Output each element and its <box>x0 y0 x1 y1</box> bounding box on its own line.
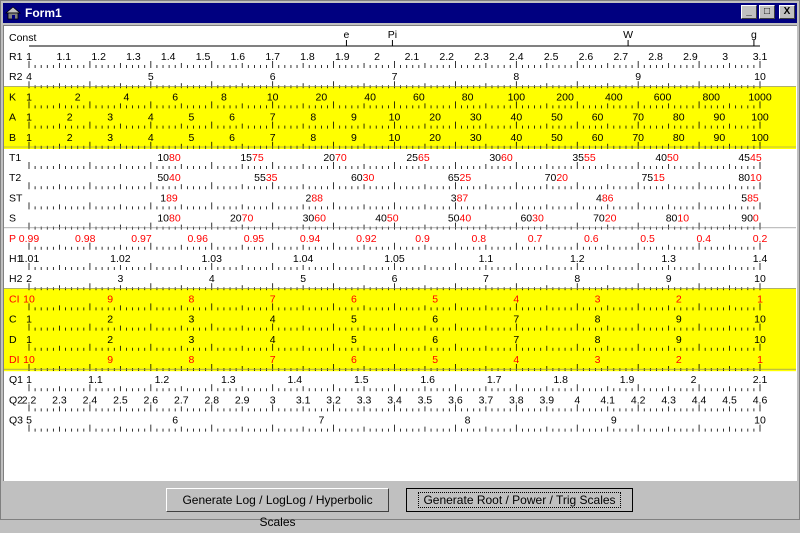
scale-c-value-9: 10 <box>754 313 766 326</box>
scale-di-value-7: 3 <box>594 354 601 366</box>
scale-di-value-0: 10 <box>23 354 35 366</box>
slide-rule-canvas <box>3 25 797 481</box>
scale-r1-value-5: 1.5 <box>195 51 211 63</box>
scale-a-value-5: 6 <box>229 111 235 124</box>
scale-q2-value-7: 2.9 <box>234 394 250 407</box>
scale-p-value-12: 0.4 <box>696 232 712 245</box>
scale-label-t2: T2 <box>9 172 22 185</box>
generate-root-scales-button[interactable] <box>406 488 633 512</box>
scale-q2-value-5: 2.7 <box>173 394 189 407</box>
scale-r2-value-4: 8 <box>513 71 520 84</box>
scale-h1-value-7: 1.3 <box>661 253 676 265</box>
scale-t2-pair-1: 5535 <box>254 172 278 185</box>
scale-k-value-12: 400 <box>605 91 623 104</box>
scale-r1-value-14: 2.4 <box>509 51 524 63</box>
scale-p-value-5: 0.94 <box>299 232 321 245</box>
scale-q2-value-23: 4.5 <box>722 394 737 407</box>
scale-q2-value-20: 4.2 <box>630 394 646 407</box>
close-button[interactable]: X <box>779 5 795 19</box>
scale-q3-value-5: 10 <box>754 414 766 427</box>
const-mark-0: e <box>343 29 350 41</box>
scale-s-pair-8: 900 <box>741 212 759 225</box>
scale-label-p: P <box>9 232 17 245</box>
scale-di-value-5: 5 <box>432 354 439 366</box>
scale-a-value-17: 90 <box>713 111 726 124</box>
scale-t1-pair-6: 4050 <box>655 152 679 164</box>
scale-q2-value-22: 4.4 <box>691 394 707 407</box>
const-mark-2: W <box>623 29 634 41</box>
scale-b-value-8: 9 <box>350 131 357 144</box>
scale-s-pair-4: 5040 <box>447 212 472 225</box>
scale-b-value-13: 50 <box>551 131 563 144</box>
scale-ci-value-5: 5 <box>432 293 439 306</box>
scale-q1-value-6: 1.6 <box>420 374 436 387</box>
scale-s-pair-1: 2070 <box>229 212 254 225</box>
scale-b-value-6: 7 <box>269 131 276 144</box>
scale-b-value-12: 40 <box>510 131 523 144</box>
scale-label-ci: CI <box>9 293 20 306</box>
scale-t1-pair-2: 2070 <box>323 152 347 164</box>
scale-k-value-2: 4 <box>123 91 130 104</box>
scale-q3-value-2: 7 <box>318 414 325 427</box>
scale-ci-value-9: 1 <box>757 293 763 306</box>
scale-c-value-2: 3 <box>188 313 195 326</box>
scale-q2-value-3: 2.5 <box>113 394 128 407</box>
scale-r1-value-6: 1.6 <box>230 51 246 63</box>
scale-q1-value-3: 1.3 <box>221 374 236 387</box>
scale-r1-value-20: 3 <box>722 51 729 63</box>
scale-ci-value-0: 10 <box>23 293 35 306</box>
scale-p-value-2: 0.97 <box>131 232 152 245</box>
scale-st-pair-2: 387 <box>450 192 469 205</box>
scale-di-value-9: 1 <box>757 354 763 366</box>
scale-p-value-10: 0.6 <box>584 232 599 245</box>
scale-b-value-0: 1 <box>26 131 32 144</box>
scale-q2-value-18: 4 <box>574 394 581 407</box>
scale-d-value-1: 2 <box>107 333 114 346</box>
scale-b-value-10: 20 <box>429 131 441 144</box>
scale-k-value-10: 100 <box>507 91 526 104</box>
scale-label-r2: R2 <box>9 71 23 84</box>
scale-k-value-4: 8 <box>221 91 227 104</box>
scale-q1-value-7: 1.7 <box>486 374 502 387</box>
generate-log-scales-button[interactable]: Generate Log / LogLog / Hyperbolic Scales <box>166 488 389 512</box>
scale-c-value-7: 8 <box>594 313 601 326</box>
scale-k-value-3: 6 <box>172 91 179 104</box>
scale-b-value-5: 6 <box>229 131 235 144</box>
scale-q2-value-1: 2.3 <box>52 394 67 407</box>
scale-r1-value-15: 2.5 <box>543 51 559 63</box>
scale-r1-value-1: 1.1 <box>56 51 72 63</box>
scale-p-value-8: 0.8 <box>471 232 487 245</box>
slide-rule-scales <box>4 26 796 480</box>
scale-d-value-4: 5 <box>350 333 357 346</box>
scale-q2-value-0: 2.2 <box>21 394 37 407</box>
scale-q3-value-1: 6 <box>172 414 179 427</box>
scale-k-value-6: 20 <box>315 91 328 104</box>
scale-h1-value-8: 1.4 <box>752 253 768 265</box>
scale-r1-value-18: 2.8 <box>648 51 663 63</box>
scale-q2-value-2: 2.4 <box>82 394 98 407</box>
scale-r2-value-0: 4 <box>26 71 32 84</box>
window-title: Form1 <box>25 6 62 20</box>
scale-t1-pair-5: 3555 <box>572 152 596 164</box>
scale-label-c: C <box>9 313 17 326</box>
scale-q2-value-12: 3.4 <box>387 394 402 407</box>
scale-r1-value-11: 2.1 <box>404 51 420 63</box>
scale-di-value-6: 4 <box>513 354 520 366</box>
scale-b-value-4: 5 <box>188 131 195 144</box>
scale-a-value-15: 70 <box>632 111 645 124</box>
scale-q1-value-11: 2.1 <box>752 374 768 387</box>
scale-t2-pair-2: 6030 <box>350 172 375 185</box>
minimize-button[interactable]: _ <box>741 5 757 19</box>
scale-q2-value-21: 4.3 <box>661 394 676 407</box>
scale-b-value-7: 8 <box>310 131 317 144</box>
scale-r2-value-5: 9 <box>635 71 642 84</box>
scale-p-value-4: 0.95 <box>243 232 265 245</box>
scale-label-h1: H1 <box>9 253 23 265</box>
scale-q2-value-13: 3.5 <box>417 394 433 407</box>
scale-q1-value-9: 1.9 <box>619 374 635 387</box>
scale-d-value-9: 10 <box>754 333 766 346</box>
scale-ci-value-6: 4 <box>513 293 520 306</box>
scale-h1-value-6: 1.2 <box>569 253 585 265</box>
scale-r2-value-1: 5 <box>147 71 154 84</box>
scale-q2-value-6: 2.8 <box>204 394 220 407</box>
scale-a-value-0: 1 <box>26 111 32 124</box>
scale-r2-value-3: 7 <box>391 71 398 84</box>
scale-st-pair-1: 288 <box>305 192 324 205</box>
scale-t1-pair-0: 1080 <box>157 152 181 164</box>
scale-q1-value-10: 2 <box>690 374 697 387</box>
scale-r1-value-19: 2.9 <box>683 51 698 63</box>
scale-ci-value-1: 9 <box>107 293 114 306</box>
scale-b-value-14: 60 <box>591 131 604 144</box>
scale-r1-value-9: 1.9 <box>334 51 350 63</box>
scale-label-q3: Q3 <box>9 414 24 427</box>
scale-r1-value-16: 2.6 <box>578 51 594 63</box>
scale-h1-value-4: 1.05 <box>384 253 405 265</box>
scale-ci-value-3: 7 <box>269 293 276 306</box>
scale-a-value-3: 4 <box>147 111 154 124</box>
scale-b-value-11: 30 <box>469 131 482 144</box>
maximize-button[interactable]: □ <box>759 5 775 19</box>
scale-k-value-11: 200 <box>556 91 574 104</box>
scale-q2-value-14: 3.6 <box>448 394 463 407</box>
scale-h1-value-1: 1.02 <box>110 253 131 265</box>
scale-label-st: ST <box>9 192 23 205</box>
scale-p-value-1: 0.98 <box>75 232 96 245</box>
scale-b-value-17: 90 <box>713 131 726 144</box>
scale-p-value-6: 0.92 <box>356 232 377 245</box>
scale-a-value-4: 5 <box>188 111 195 124</box>
scale-d-value-8: 9 <box>675 333 682 346</box>
scale-di-value-4: 6 <box>350 354 357 366</box>
scale-c-value-1: 2 <box>107 313 114 326</box>
scale-r1-value-7: 1.7 <box>265 51 280 63</box>
scale-b-value-15: 70 <box>632 131 645 144</box>
scale-p-value-13: 0.2 <box>752 232 768 245</box>
scale-di-value-8: 2 <box>675 354 682 366</box>
scale-h2-value-3: 5 <box>300 273 307 286</box>
scale-c-value-3: 4 <box>269 313 276 326</box>
scale-q3-value-3: 8 <box>464 414 471 427</box>
scale-di-value-1: 9 <box>107 354 114 366</box>
scale-label-q1: Q1 <box>9 374 24 387</box>
scale-a-value-2: 3 <box>107 111 114 124</box>
scale-h2-value-7: 9 <box>665 273 672 286</box>
scale-h2-value-2: 4 <box>208 273 215 286</box>
scale-ci-value-8: 2 <box>675 293 682 306</box>
scale-k-value-0: 1 <box>26 91 32 104</box>
scale-b-value-16: 80 <box>672 131 685 144</box>
scale-r1-value-0: 1 <box>26 51 32 63</box>
scale-q2-value-9: 3.1 <box>295 394 311 407</box>
scale-p-value-3: 0.96 <box>187 232 208 245</box>
scale-d-value-0: 1 <box>26 333 32 346</box>
scale-s-pair-0: 1080 <box>157 212 181 225</box>
scale-q2-value-16: 3.8 <box>509 394 524 407</box>
scale-ci-value-4: 6 <box>350 293 357 306</box>
scale-t2-pair-5: 7515 <box>641 172 665 185</box>
scale-a-value-13: 50 <box>551 111 563 124</box>
scale-h1-value-5: 1.1 <box>478 253 494 265</box>
scale-q1-value-4: 1.4 <box>287 374 303 387</box>
scale-c-value-5: 6 <box>432 313 439 326</box>
scale-a-value-14: 60 <box>591 111 604 124</box>
scale-ci-value-7: 3 <box>594 293 601 306</box>
scale-c-value-0: 1 <box>26 313 32 326</box>
scale-q1-value-2: 1.2 <box>154 374 170 387</box>
scale-q1-value-8: 1.8 <box>553 374 568 387</box>
scale-a-value-18: 100 <box>751 111 769 124</box>
const-label: Const <box>9 32 37 44</box>
scale-t2-pair-6: 8010 <box>738 172 762 185</box>
scale-q2-value-11: 3.3 <box>356 394 372 407</box>
scale-c-value-8: 9 <box>675 313 682 326</box>
scale-q2-value-15: 3.7 <box>478 394 494 407</box>
scale-a-value-10: 20 <box>429 111 441 124</box>
scale-d-value-2: 3 <box>188 333 195 346</box>
scale-a-value-1: 2 <box>66 111 73 124</box>
scale-label-k: K <box>9 91 17 104</box>
scale-a-value-7: 8 <box>310 111 317 124</box>
scale-r1-value-4: 1.4 <box>160 51 176 63</box>
scale-h2-value-5: 7 <box>482 273 489 286</box>
scale-s-pair-5: 6030 <box>520 212 544 225</box>
scale-b-value-18: 100 <box>751 131 769 144</box>
scale-k-value-1: 2 <box>74 91 81 104</box>
scale-c-value-4: 5 <box>350 313 357 326</box>
scale-p-value-9: 0.7 <box>527 232 543 245</box>
scale-r2-value-6: 10 <box>754 71 766 84</box>
scale-q2-value-10: 3.2 <box>326 394 341 407</box>
scale-d-value-5: 6 <box>432 333 439 346</box>
scale-label-a: A <box>9 111 17 124</box>
const-mark-1: Pi <box>387 29 398 41</box>
scale-r1-value-3: 1.3 <box>126 51 141 63</box>
scale-label-di: DI <box>9 354 20 366</box>
scale-s-pair-3: 4050 <box>375 212 399 225</box>
scale-c-value-6: 7 <box>513 313 520 326</box>
scale-t2-pair-3: 6525 <box>447 172 472 185</box>
scale-k-value-5: 10 <box>266 91 279 104</box>
scale-t1-pair-4: 3060 <box>489 152 513 164</box>
scale-q3-value-4: 9 <box>610 414 617 427</box>
scale-k-value-13: 600 <box>653 91 672 104</box>
scale-q2-value-4: 2.6 <box>143 394 159 407</box>
scale-b-value-2: 3 <box>107 131 114 144</box>
scale-s-pair-2: 3060 <box>302 212 326 225</box>
scale-b-value-9: 10 <box>388 131 401 144</box>
scale-q3-value-0: 5 <box>26 414 32 427</box>
scale-a-value-12: 40 <box>510 111 523 124</box>
scale-k-value-7: 40 <box>364 91 376 104</box>
scale-d-value-3: 4 <box>269 333 276 346</box>
scale-q1-value-0: 1 <box>26 374 32 387</box>
scale-t1-pair-3: 2565 <box>406 152 430 164</box>
scale-s-pair-6: 7020 <box>593 212 617 225</box>
scale-q2-value-24: 4.6 <box>752 394 768 407</box>
scale-di-value-3: 7 <box>269 354 276 366</box>
scale-h1-value-3: 1.04 <box>292 253 314 265</box>
scale-ci-value-2: 8 <box>188 293 195 306</box>
scale-q2-value-8: 3 <box>269 394 276 407</box>
scale-h2-value-1: 3 <box>117 273 124 286</box>
scale-q1-value-5: 1.5 <box>353 374 369 387</box>
scale-label-q2: Q2 <box>9 394 24 407</box>
scale-a-value-9: 10 <box>388 111 401 124</box>
scale-label-t1: T1 <box>9 152 22 164</box>
scale-h1-value-0: 1.01 <box>18 253 40 265</box>
scale-b-value-3: 4 <box>147 131 154 144</box>
scale-p-value-0: 0.99 <box>18 232 40 245</box>
scale-st-pair-3: 486 <box>595 192 614 205</box>
scale-k-value-9: 80 <box>461 91 474 104</box>
scale-h2-value-0: 2 <box>26 273 32 286</box>
scale-st-pair-4: 585 <box>741 192 759 205</box>
scale-label-h2: H2 <box>9 273 23 286</box>
scale-k-value-14: 800 <box>702 91 721 104</box>
scale-k-value-8: 60 <box>413 91 425 104</box>
scale-d-value-6: 7 <box>513 333 520 346</box>
scale-a-value-11: 30 <box>469 111 482 124</box>
scale-r1-value-8: 1.8 <box>300 51 315 63</box>
title-bar[interactable] <box>3 3 797 23</box>
scale-r1-value-2: 1.2 <box>91 51 106 63</box>
scale-label-b: B <box>9 131 17 144</box>
scale-t2-pair-0: 5040 <box>157 172 181 185</box>
scale-p-value-7: 0.9 <box>415 232 430 245</box>
scale-q2-value-19: 4.1 <box>600 394 616 407</box>
scale-h1-value-2: 1.03 <box>201 253 222 265</box>
scale-r1-value-21: 3.1 <box>752 51 768 63</box>
scale-p-value-11: 0.5 <box>640 232 655 245</box>
scale-h2-value-4: 6 <box>391 273 398 286</box>
scale-label-d: D <box>9 333 17 346</box>
scale-label-r1: R1 <box>9 51 23 63</box>
scale-s-pair-7: 8010 <box>665 212 690 225</box>
scale-h2-value-8: 10 <box>754 273 766 286</box>
app-icon[interactable] <box>5 5 21 21</box>
scale-a-value-8: 9 <box>350 111 357 124</box>
scale-h2-value-6: 8 <box>574 273 581 286</box>
scale-k-value-15: 1000 <box>748 91 772 104</box>
scale-q2-value-17: 3.9 <box>539 394 555 407</box>
scale-r1-value-12: 2.2 <box>439 51 455 63</box>
scale-r2-value-2: 6 <box>269 71 276 84</box>
scale-d-value-7: 8 <box>594 333 601 346</box>
const-mark-3: g <box>750 29 757 41</box>
scale-r1-value-10: 2 <box>374 51 381 63</box>
scale-label-s: S <box>9 212 17 225</box>
scale-r1-value-17: 2.7 <box>613 51 629 63</box>
generate-root-scales-label: Generate Root / Power / Trig Scales <box>418 492 620 508</box>
scale-r1-value-13: 2.3 <box>474 51 489 63</box>
scale-di-value-2: 8 <box>188 354 195 366</box>
scale-t1-pair-1: 1575 <box>240 152 264 164</box>
scale-q1-value-1: 1.1 <box>88 374 103 387</box>
scale-b-value-1: 2 <box>66 131 73 144</box>
scale-t1-pair-7: 4545 <box>738 152 762 164</box>
scale-st-pair-0: 189 <box>160 192 178 205</box>
scale-a-value-6: 7 <box>269 111 276 124</box>
scale-t2-pair-4: 7020 <box>544 172 569 185</box>
scale-a-value-16: 80 <box>672 111 685 124</box>
